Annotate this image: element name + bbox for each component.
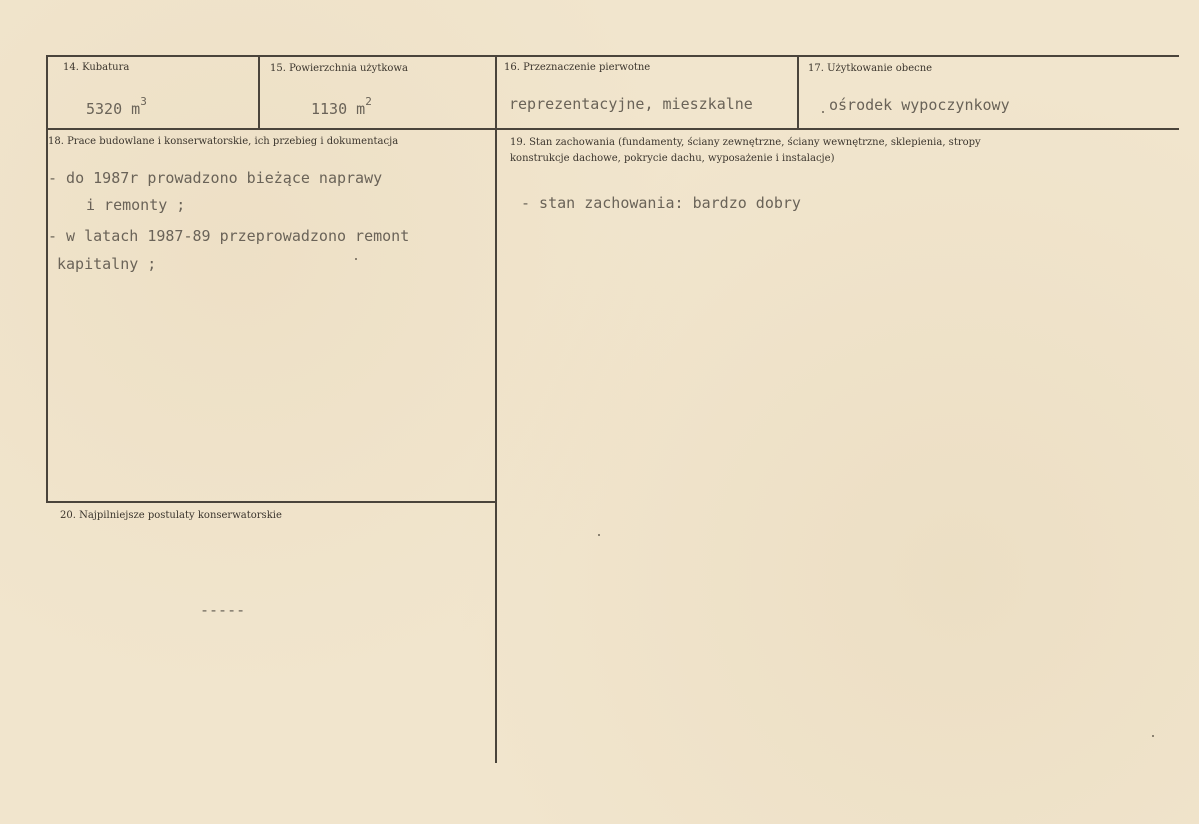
divider-15-16 — [495, 55, 497, 763]
divider-14-15 — [258, 55, 260, 130]
paper-speck — [598, 534, 600, 536]
field-15-value — [311, 89, 372, 125]
field-17-value: ośrodek wypoczynkowy — [829, 96, 1010, 114]
powierzchnia-value: 1130 m — [311, 100, 366, 118]
field-14-label: 14. Kubatura — [63, 62, 130, 73]
paper-speck — [1152, 735, 1154, 737]
row2-left-bottom-rule — [46, 501, 495, 503]
left-border — [46, 55, 48, 503]
field-14-value — [86, 89, 147, 125]
paper-speck — [822, 111, 824, 113]
field-19-value: - stan zachowania: bardzo dobry — [521, 194, 801, 212]
field-20-value: ----- — [200, 601, 246, 619]
field-16-value: reprezentacyjne, mieszkalne — [509, 95, 753, 113]
prace-item-1-line2: i remonty ; — [86, 196, 186, 214]
kubatura-unit-exponent: 3 — [140, 95, 147, 108]
field-20-label: 20. Najpilniejsze postulaty konserwatorskie — [60, 510, 282, 521]
prace-item-2-line2: kapitalny ; — [57, 255, 157, 273]
powierzchnia-unit-exponent: 2 — [365, 95, 372, 108]
kubatura-value: 5320 m — [86, 100, 141, 118]
field-16-label: 16. Przeznaczenie pierwotne — [504, 62, 651, 73]
top-rule — [46, 55, 1179, 57]
field-15-label: 15. Powierzchnia użytkowa — [270, 63, 408, 74]
field-18-label: 18. Prace budowlane i konserwatorskie, ich przebieg i dokumentacja — [48, 136, 399, 147]
field-19-label-line1: 19. Stan zachowania (fundamenty, ściany zewnętrzne, ściany wewnętrzne, sklepienia, stropy — [510, 137, 981, 148]
row1-bottom-rule — [46, 128, 1179, 130]
field-17-label: 17. Użytkowanie obecne — [808, 63, 933, 74]
paper-speck — [355, 258, 357, 260]
field-19-label-line2: konstrukcje dachowe, pokrycie dachu, wyposażenie i instalacje) — [510, 153, 835, 164]
prace-item-2-line1: - w latach 1987-89 przeprowadzono remont — [48, 227, 410, 245]
prace-item-1-line1: - do 1987r prowadzono bieżące naprawy — [48, 169, 383, 187]
divider-16-17 — [797, 55, 799, 130]
